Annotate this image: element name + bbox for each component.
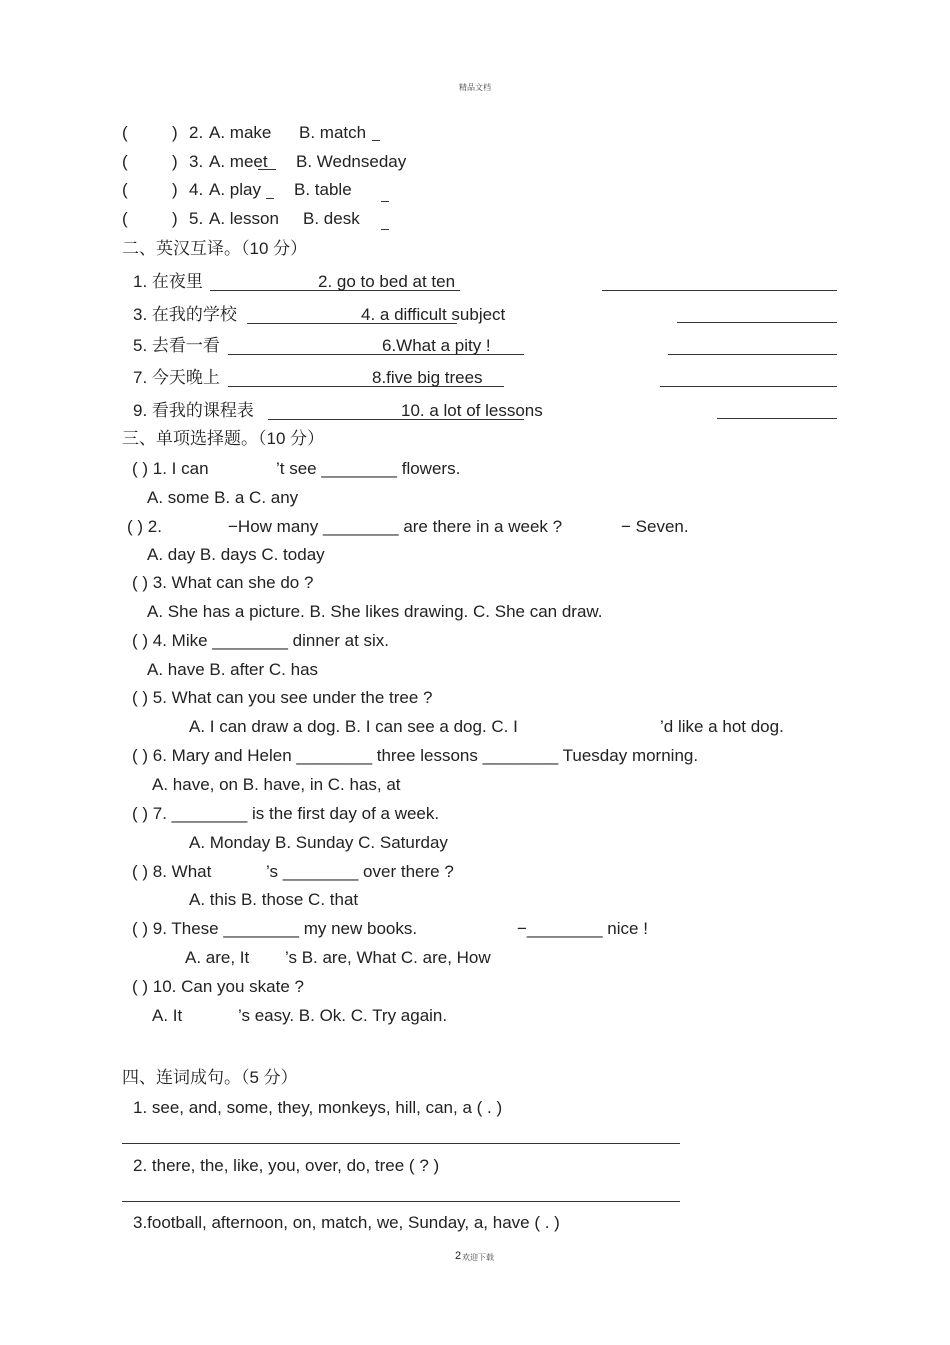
answer-line: [677, 322, 837, 323]
question-text: ’s ________ over there ?: [266, 862, 454, 881]
paren-left: (: [122, 152, 128, 171]
answer-line: [122, 1143, 680, 1144]
answer-line: [660, 386, 837, 387]
question-number: 3.: [189, 152, 204, 171]
sentence-prompt: 2. there, the, like, you, over, do, tree ( ? ): [133, 1156, 440, 1175]
question-options: ’s B. are, What C. are, How: [285, 948, 491, 967]
paren-right: ): [172, 180, 178, 199]
section-title: 四、连词成句。（5 分）: [122, 1068, 298, 1087]
question-options: A. this B. those C. that: [189, 890, 359, 909]
answer-line: [668, 354, 837, 355]
option-a: A. meet: [209, 152, 268, 171]
answer-mark: [258, 169, 276, 170]
answer-mark: [381, 201, 389, 202]
option-b: B. Wednseday: [296, 152, 407, 171]
question-options: A. are, It: [185, 948, 250, 967]
question-text: ( ) 5. What can you see under the tree ?: [132, 688, 433, 707]
translate-item-right: 6.What a pity !: [382, 336, 491, 355]
question-options: A. I can draw a dog. B. I can see a dog. C. I: [189, 717, 518, 736]
translate-item-left: 3. 在我的学校: [133, 305, 237, 324]
question-number: 5.: [189, 209, 204, 228]
option-b: B. match: [299, 123, 367, 142]
question-options: A. She has a picture. B. She likes drawing. C. She can draw.: [147, 602, 603, 621]
answer-mark: [266, 198, 274, 199]
option-b: B. desk: [303, 209, 360, 228]
question-text: ( ) 9. These ________ my new books.: [132, 919, 418, 938]
translate-item-right: 10. a lot of lessons: [401, 401, 543, 420]
option-a: A. play: [209, 180, 261, 199]
question-text: −________ nice !: [517, 919, 648, 938]
paren-left: (: [122, 209, 128, 228]
question-options: A. some B. a C. any: [147, 488, 299, 507]
question-text: ( ) 7. ________ is the first day of a week.: [132, 804, 440, 823]
question-options: ’d like a hot dog.: [660, 717, 784, 736]
question-text: − Seven.: [621, 517, 689, 536]
option-a: A. make: [209, 123, 272, 142]
paren-right: ): [172, 152, 178, 171]
translate-item-left: 1. 在夜里: [133, 272, 203, 291]
answer-mark: [372, 140, 380, 141]
answer-line: [717, 418, 837, 419]
option-a: A. lesson: [209, 209, 279, 228]
question-text: ( ) 10. Can you skate ?: [132, 977, 304, 996]
paren-left: (: [122, 123, 128, 142]
question-number: 2.: [189, 123, 204, 142]
question-options: ’s easy. B. Ok. C. Try again.: [238, 1006, 448, 1025]
page-header: 精品文档: [459, 83, 491, 92]
translate-item-left: 9. 看我的课程表: [133, 401, 254, 420]
section-title: 三、单项选择题。（10 分）: [122, 429, 325, 448]
question-text: −How many ________ are there in a week ?: [228, 517, 563, 536]
question-text: ( ) 6. Mary and Helen ________ three lessons ________ Tuesday morning.: [132, 746, 699, 765]
page-number: 2: [455, 1250, 462, 1262]
paren-right: ): [172, 209, 178, 228]
question-options: A. have B. after C. has: [147, 660, 319, 679]
translate-item-right: 4. a difficult subject: [361, 305, 506, 324]
answer-line: [122, 1201, 680, 1202]
question-text: ( ) 8. What: [132, 862, 212, 881]
paren-right: ): [172, 123, 178, 142]
question-text: ( ) 3. What can she do ?: [132, 573, 314, 592]
answer-mark: [381, 229, 389, 230]
question-text: ( ) 2.: [127, 517, 162, 536]
question-number: 4.: [189, 180, 204, 199]
question-text: ’t see ________ flowers.: [276, 459, 461, 478]
question-text: ( ) 4. Mike ________ dinner at six.: [132, 631, 390, 650]
translate-item-right: 2. go to bed at ten: [318, 272, 456, 291]
question-options: A. It: [152, 1006, 183, 1025]
question-text: ( ) 1. I can: [132, 459, 209, 478]
page-footer: 欢迎下载: [462, 1253, 494, 1262]
paren-left: (: [122, 180, 128, 199]
option-b: B. table: [294, 180, 352, 199]
answer-line: [602, 290, 837, 291]
translate-item-left: 7. 今天晚上: [133, 368, 220, 387]
question-options: A. have, on B. have, in C. has, at: [152, 775, 401, 794]
section-title: 二、英汉互译。（10 分）: [122, 239, 308, 258]
translate-item-left: 5. 去看一看: [133, 336, 220, 355]
sentence-prompt: 1. see, and, some, they, monkeys, hill, can, a ( . ): [133, 1098, 503, 1117]
question-options: A. Monday B. Sunday C. Saturday: [189, 833, 448, 852]
translate-item-right: 8.five big trees: [372, 368, 483, 387]
question-options: A. day B. days C. today: [147, 545, 325, 564]
sentence-prompt: 3.football, afternoon, on, match, we, Sunday, a, have ( . ): [133, 1213, 560, 1232]
